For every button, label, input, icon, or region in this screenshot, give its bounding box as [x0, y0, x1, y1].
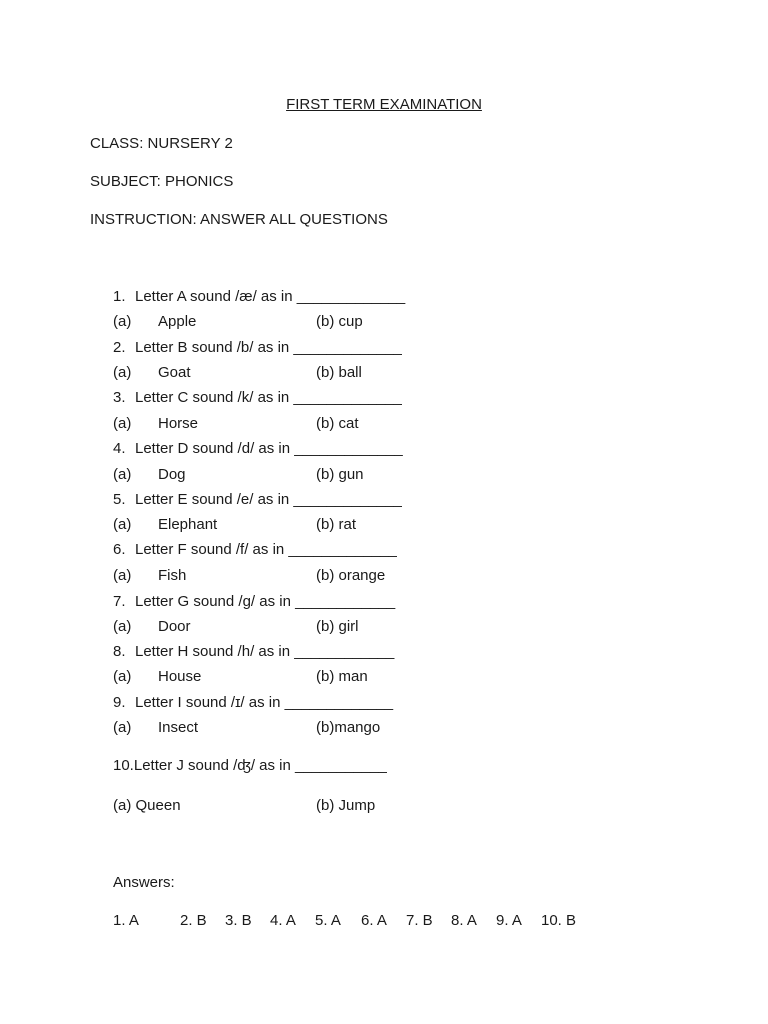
question-number: 2.	[113, 339, 126, 356]
question-text: Letter C sound /k/ as in _____________	[135, 389, 402, 406]
options-6	[113, 567, 385, 585]
option-a-label: (a)	[113, 516, 132, 533]
question-text: Letter A sound /æ/ as in _____________	[135, 288, 406, 305]
question-text: Letter G sound /g/ as in ____________	[135, 593, 396, 610]
option-a-text: Insect	[158, 719, 199, 736]
answers-heading: Answers:	[113, 874, 175, 891]
answer-item: 1. A	[113, 912, 139, 929]
answers-row	[113, 912, 633, 932]
option-b-text: (b) gun	[316, 466, 364, 483]
option-a-text: Goat	[158, 364, 191, 381]
options-10-b: (b) Jump	[316, 797, 376, 814]
option-a-text: Horse	[158, 415, 199, 432]
option-a-label: (a)	[113, 313, 132, 330]
option-b-text: (b) rat	[316, 516, 357, 533]
option-a-text: Dog	[158, 466, 186, 483]
options-9	[113, 719, 380, 737]
class-line: CLASS: NURSERY 2	[90, 135, 233, 152]
question-number: 4.	[113, 440, 126, 457]
instruction-line: INSTRUCTION: ANSWER ALL QUESTIONS	[90, 211, 388, 228]
options-10-a: (a) Queen	[113, 797, 181, 814]
option-b-text: (b) man	[316, 668, 368, 685]
option-a-label: (a)	[113, 364, 132, 381]
options-7	[113, 618, 359, 636]
subject-line: SUBJECT: PHONICS	[90, 173, 234, 190]
option-a-label: (a)	[113, 618, 132, 635]
question-number: 8.	[113, 643, 126, 660]
answer-item: 9. A	[496, 912, 522, 929]
options-2	[113, 364, 362, 382]
question-text: Letter F sound /f/ as in _____________	[135, 541, 397, 558]
option-b-text: (b) cup	[316, 313, 363, 330]
question-10: 10.Letter J sound /ʤ/ as in ___________	[113, 757, 387, 774]
option-a-label: (a)	[113, 415, 132, 432]
question-8	[113, 643, 394, 661]
option-b-text: (b) girl	[316, 618, 359, 635]
question-number: 9.	[113, 694, 126, 711]
question-text: Letter I sound /ɪ/ as in _____________	[135, 694, 394, 711]
options-8	[113, 668, 368, 686]
option-a-label: (a)	[113, 719, 132, 736]
question-number: 7.	[113, 593, 126, 610]
question-number: 6.	[113, 541, 126, 558]
question-4	[113, 440, 403, 458]
options-3	[113, 415, 359, 433]
option-a-label: (a)	[113, 466, 132, 483]
question-text: Letter B sound /b/ as in _____________	[135, 339, 402, 356]
option-a-text: Fish	[158, 567, 187, 584]
options-1	[113, 313, 363, 331]
option-a-text: Elephant	[158, 516, 218, 533]
question-number: 5.	[113, 491, 126, 508]
options-4	[113, 466, 364, 484]
answer-item: 7. B	[406, 912, 433, 929]
option-b-text: (b) orange	[316, 567, 386, 584]
question-1	[113, 288, 405, 306]
question-number: 3.	[113, 389, 126, 406]
question-text: Letter E sound /e/ as in _____________	[135, 491, 402, 508]
answer-item: 8. A	[451, 912, 477, 929]
options-5	[113, 516, 356, 534]
option-b-text: (b) cat	[316, 415, 359, 432]
question-2	[113, 339, 402, 357]
answer-item: 5. A	[315, 912, 341, 929]
question-5	[113, 491, 402, 509]
question-6	[113, 541, 397, 559]
option-a-text: House	[158, 668, 202, 685]
option-a-text: Apple	[158, 313, 197, 330]
answer-item: 6. A	[361, 912, 387, 929]
answer-item: 2. B	[180, 912, 207, 929]
question-7	[113, 593, 395, 611]
option-a-text: Door	[158, 618, 191, 635]
question-text: Letter H sound /h/ as in ____________	[135, 643, 395, 660]
answer-item: 3. B	[225, 912, 252, 929]
question-3	[113, 389, 402, 407]
option-b-text: (b) ball	[316, 364, 362, 381]
option-a-label: (a)	[113, 567, 132, 584]
answer-item: 10. B	[541, 912, 577, 929]
answer-item: 4. A	[270, 912, 296, 929]
exam-title: FIRST TERM EXAMINATION	[286, 96, 482, 113]
question-text: Letter D sound /d/ as in _____________	[135, 440, 403, 457]
question-9	[113, 694, 393, 712]
option-a-label: (a)	[113, 668, 132, 685]
question-number: 1.	[113, 288, 126, 305]
option-b-text: (b)mango	[316, 719, 381, 736]
